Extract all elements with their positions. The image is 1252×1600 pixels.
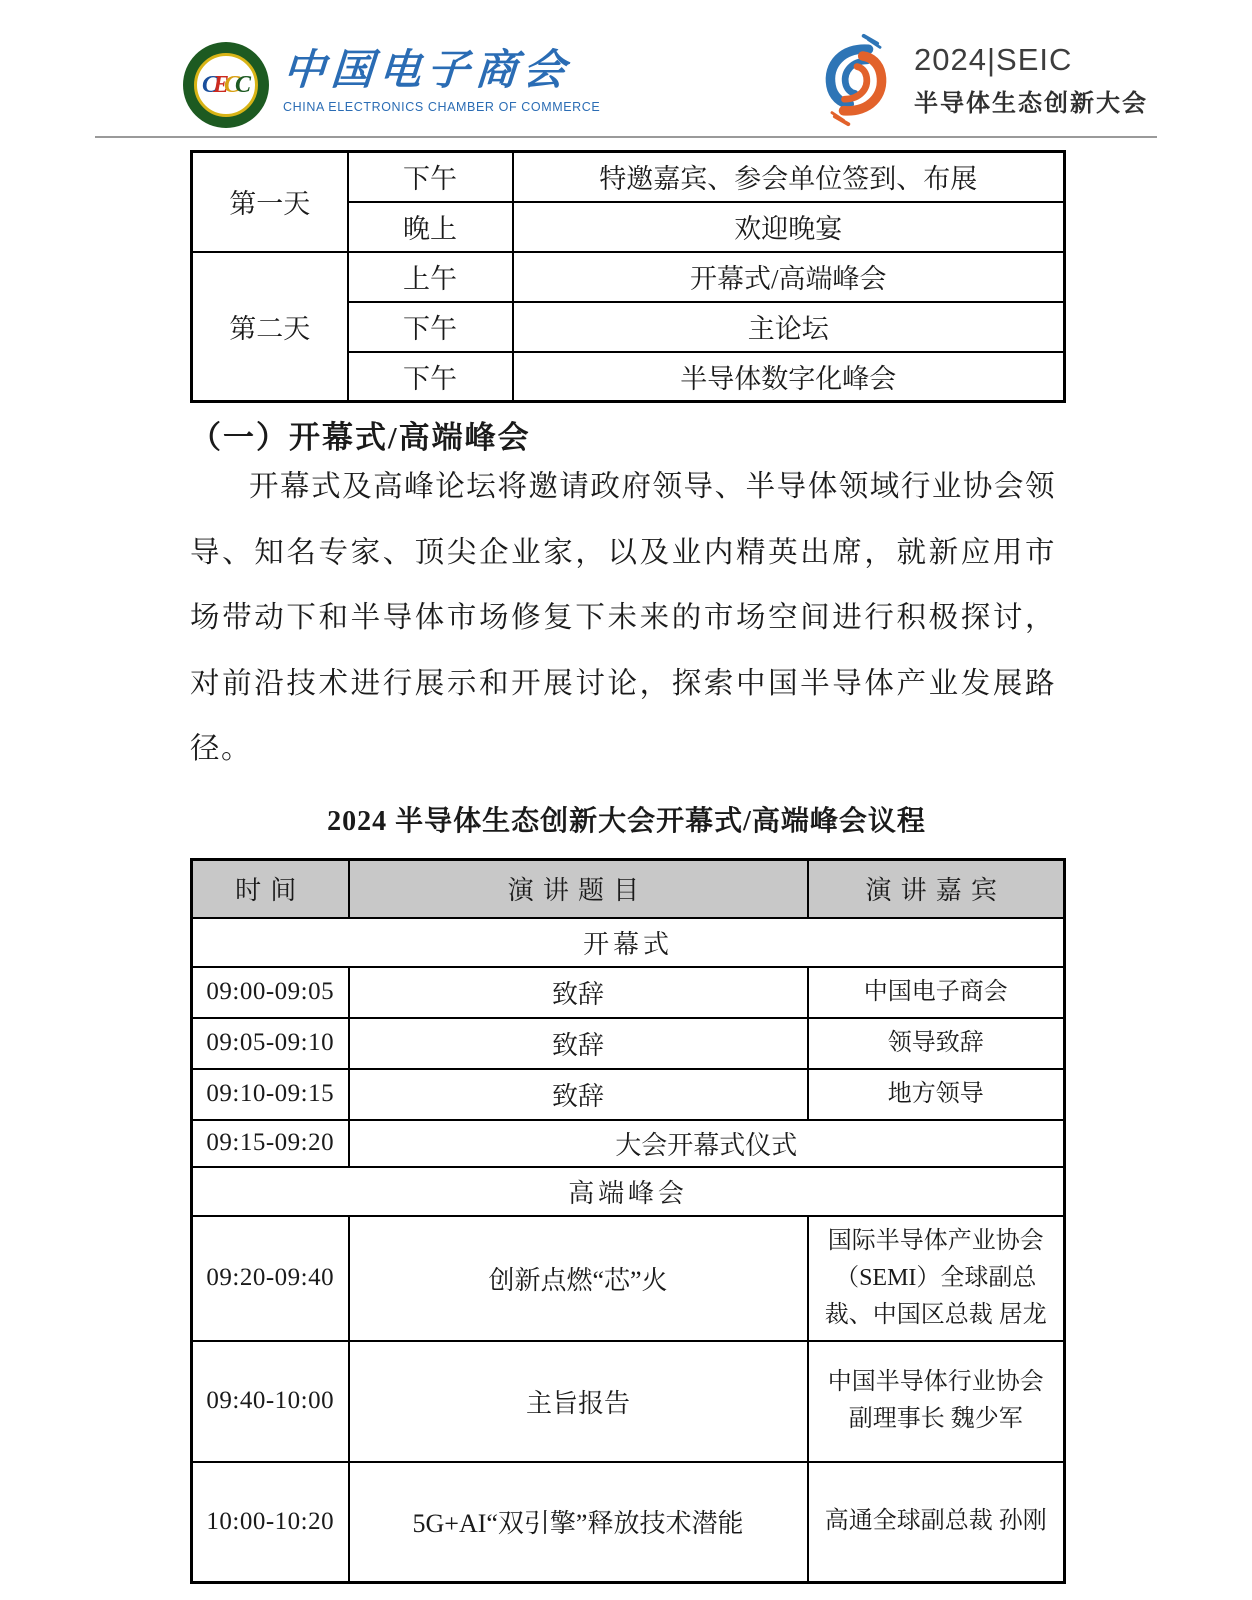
- schedule-event-cell: 开幕式/高端峰会: [513, 252, 1065, 302]
- agenda-table: [190, 858, 1066, 1584]
- schedule-table: [190, 150, 1066, 403]
- agenda-header-cell: 演讲嘉宾: [808, 860, 1065, 918]
- schedule-event-cell: 特邀嘉宾、参会单位签到、布展: [513, 152, 1065, 202]
- agenda-speaker-cell: 高通全球副总裁 孙刚: [808, 1462, 1065, 1583]
- schedule-time-cell: 下午: [348, 302, 513, 352]
- cecc-emblem-center: [194, 53, 258, 117]
- agenda-speaker-cell: 国际半导体产业协会（SEMI）全球副总裁、中国区总裁 居龙: [808, 1216, 1065, 1341]
- schedule-time-cell: 晚上: [348, 202, 513, 252]
- agenda-row: [192, 1341, 1065, 1462]
- agenda-time-cell: 09:15-09:20: [192, 1120, 349, 1167]
- schedule-row: [192, 252, 1065, 302]
- cecc-emblem-letter: C: [235, 71, 247, 98]
- agenda-header-cell: 时间: [192, 860, 349, 918]
- cecc-name-en: CHINA ELECTRONICS CHAMBER OF COMMERCE: [283, 100, 601, 114]
- agenda-row: [192, 918, 1065, 967]
- page-header: [0, 0, 1252, 140]
- cecc-name-cn: 中国电子商会: [281, 48, 573, 94]
- agenda-row: [192, 1462, 1065, 1583]
- cecc-text-block: [283, 42, 600, 114]
- agenda-table-body: [192, 918, 1065, 1583]
- agenda-header-cell: 演讲题目: [349, 860, 808, 918]
- agenda-time-cell: 09:10-09:15: [192, 1069, 349, 1120]
- agenda-row: [192, 1120, 1065, 1167]
- agenda-time-cell: 10:00-10:20: [192, 1462, 349, 1583]
- seic-name-cn: 半导体生态创新大会: [914, 90, 1148, 117]
- schedule-row: [192, 152, 1065, 202]
- agenda-topic-cell: 主旨报告: [349, 1341, 808, 1462]
- seic-text-block: [914, 42, 1148, 118]
- schedule-day-cell: 第一天: [192, 152, 348, 252]
- schedule-table-body: [192, 152, 1065, 402]
- agenda-topic-cell: 创新点燃“芯”火: [349, 1216, 808, 1341]
- schedule-event-cell: 欢迎晚宴: [513, 202, 1065, 252]
- agenda-time-cell: 09:20-09:40: [192, 1216, 349, 1341]
- cecc-emblem-letter: E: [212, 71, 224, 98]
- agenda-time-cell: 09:05-09:10: [192, 1018, 349, 1069]
- seic-year-line: 2024|SEIC: [914, 42, 1073, 77]
- agenda-row: [192, 1167, 1065, 1216]
- schedule-time-cell: 下午: [348, 152, 513, 202]
- agenda-row: [192, 967, 1065, 1018]
- header-divider: [95, 136, 1157, 138]
- agenda-title: 2024 半导体生态创新大会开幕式/高端峰会议程: [327, 806, 926, 837]
- seic-swirl-icon: [808, 28, 904, 132]
- agenda-speaker-cell: 领导致辞: [808, 1018, 1065, 1069]
- seic-logo: [808, 28, 1148, 132]
- agenda-speaker-cell: 地方领导: [808, 1069, 1065, 1120]
- agenda-row: [192, 1069, 1065, 1120]
- agenda-row: [192, 1216, 1065, 1341]
- agenda-topic-cell: 致辞: [349, 967, 808, 1018]
- agenda-section-cell: 开幕式: [192, 918, 1065, 967]
- agenda-time-cell: 09:40-10:00: [192, 1341, 349, 1462]
- cecc-emblem-letter: C: [224, 71, 236, 98]
- agenda-time-cell: 09:00-09:05: [192, 967, 349, 1018]
- schedule-event-cell: 主论坛: [513, 302, 1065, 352]
- agenda-speaker-cell: 中国半导体行业协会 副理事长 魏少军: [808, 1341, 1065, 1462]
- agenda-topic-cell: 致辞: [349, 1018, 808, 1069]
- agenda-section-cell: 高端峰会: [192, 1167, 1065, 1216]
- schedule-day-cell: 第二天: [192, 252, 348, 402]
- agenda-topic-cell: 5G+AI“双引擎”释放技术潜能: [349, 1462, 808, 1583]
- schedule-time-cell: 上午: [348, 252, 513, 302]
- schedule-event-cell: 半导体数字化峰会: [513, 352, 1065, 402]
- agenda-topic-cell: 大会开幕式仪式: [349, 1120, 1065, 1167]
- cecc-emblem-letters: [202, 72, 250, 99]
- cecc-emblem-letter: C: [201, 71, 213, 98]
- schedule-time-cell: 下午: [348, 352, 513, 402]
- agenda-speaker-cell: 中国电子商会: [808, 967, 1065, 1018]
- intro-paragraph: 开幕式及高峰论坛将邀请政府领导、半导体领域行业协会领导、知名专家、顶尖企业家，以及业内精英出席，就新应用市场带动下和半导体市场修复下未来的市场空间进行积极探讨，对前沿技术进行展示和开展讨论，探索中国半导体产业发展路径。: [190, 471, 1056, 765]
- cecc-logo: [183, 42, 600, 128]
- section-heading: （一）开幕式/高端峰会: [190, 420, 531, 455]
- agenda-topic-cell: 致辞: [349, 1069, 808, 1120]
- cecc-emblem-icon: [183, 42, 269, 128]
- agenda-row: [192, 1018, 1065, 1069]
- agenda-header-row: [192, 860, 1065, 918]
